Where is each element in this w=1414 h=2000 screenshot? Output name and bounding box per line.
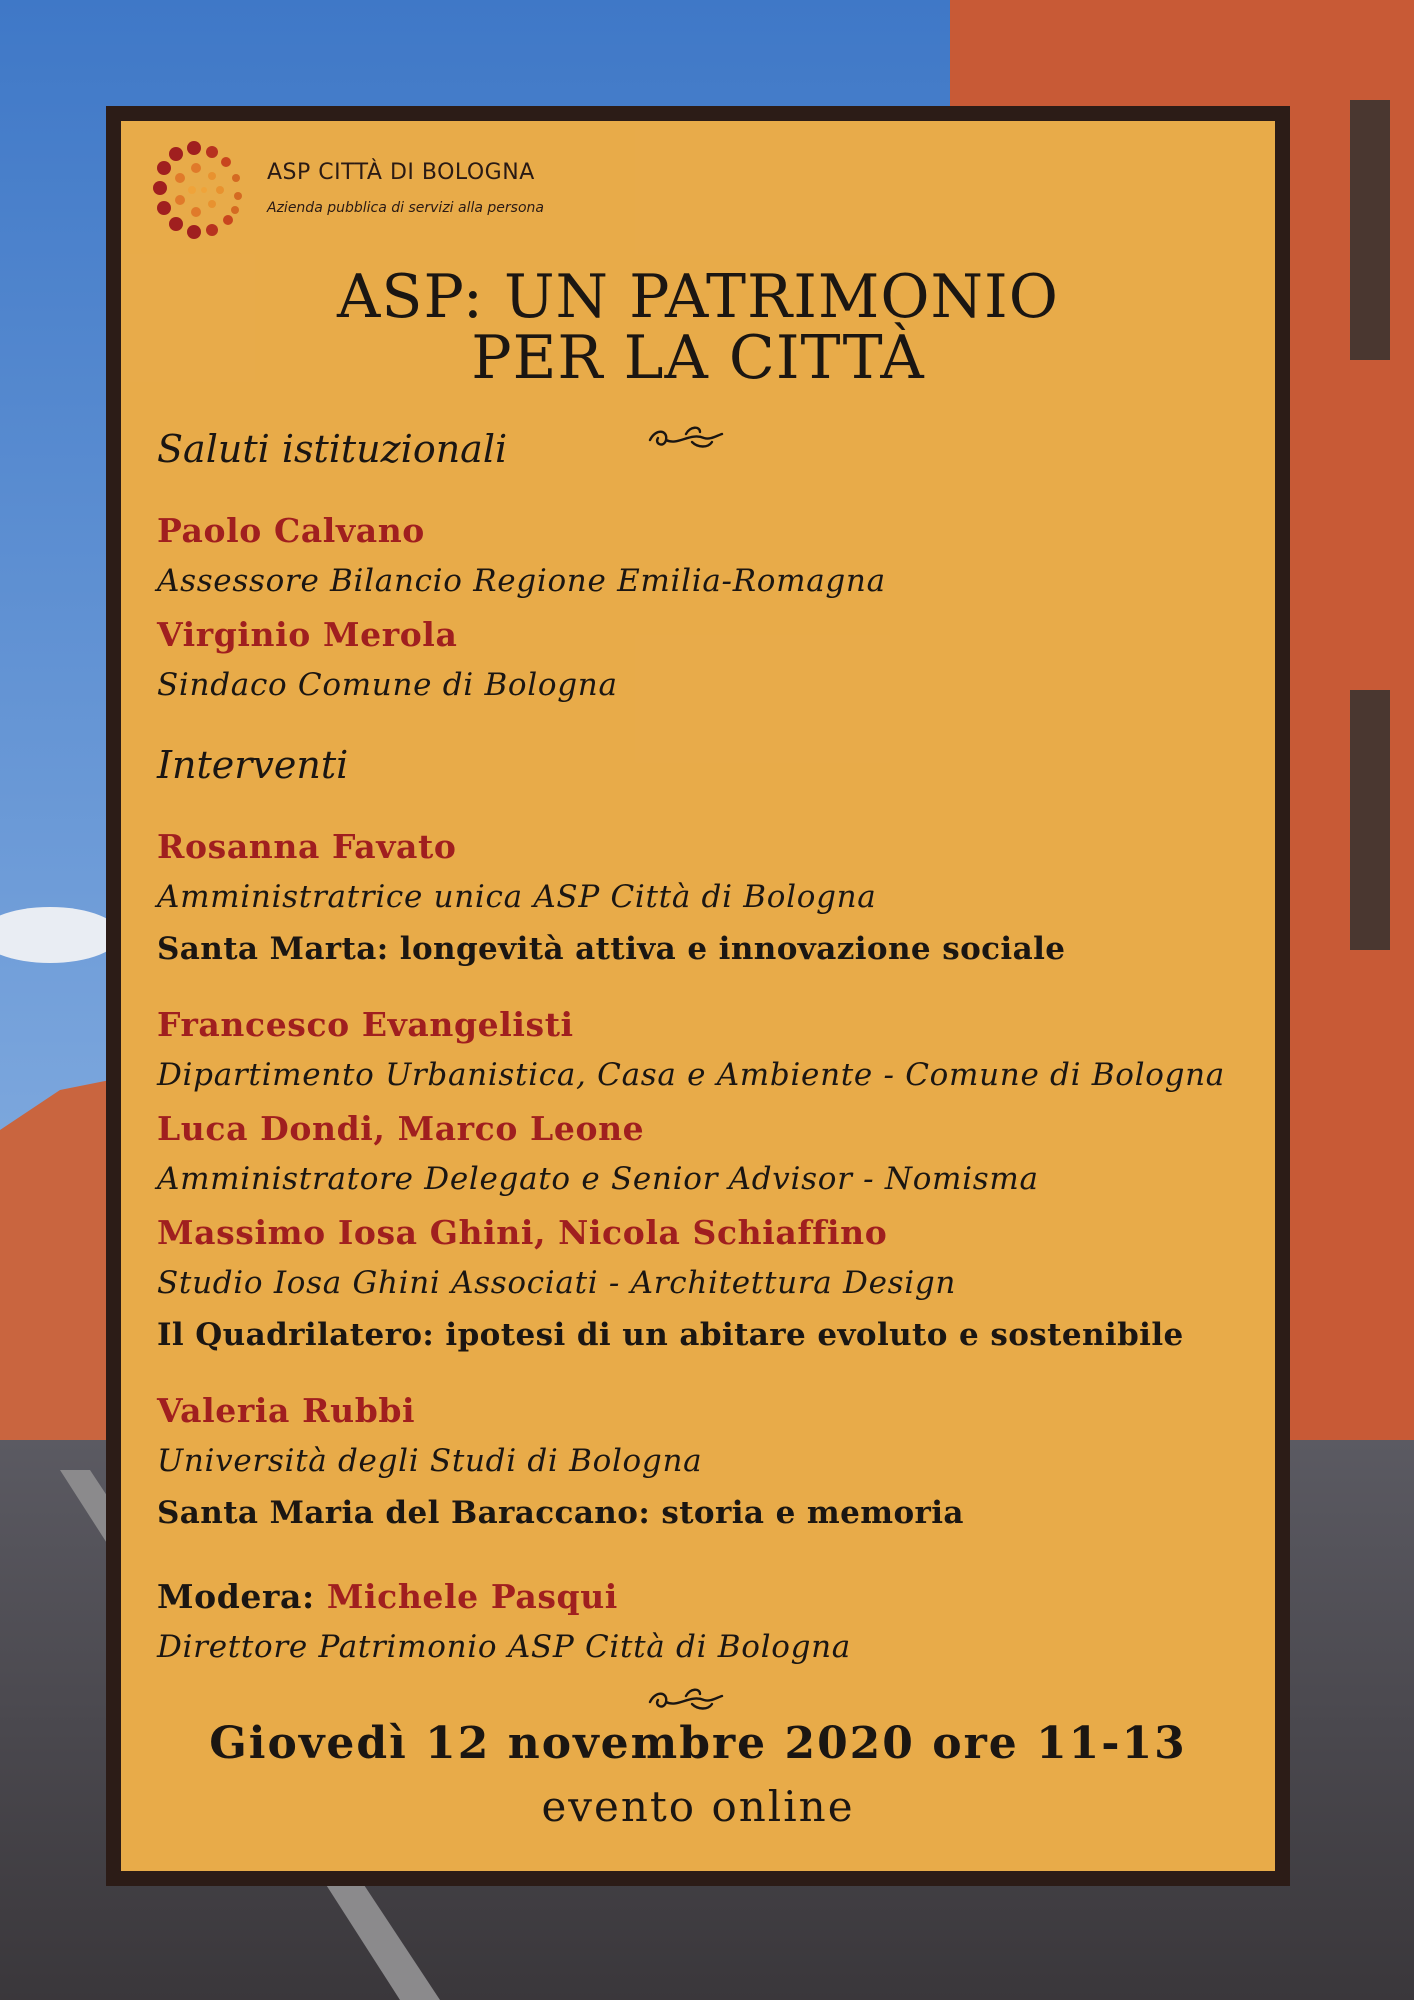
- speaker-name: Paolo Calvano: [157, 511, 425, 550]
- talk-title: Santa Marta: longevità attiva e innovazione sociale: [157, 931, 1066, 967]
- speaker-role: Amministratore Delegato e Senior Advisor - Nomisma: [157, 1161, 1039, 1197]
- moderator-line: [157, 1577, 618, 1616]
- speaker-role: Dipartimento Urbanistica, Casa e Ambiente - Comune di Bologna: [157, 1057, 1225, 1093]
- moderator-name: Michele Pasqui: [326, 1577, 618, 1616]
- logo-name: ASP CITTÀ DI BOLOGNA: [267, 160, 535, 185]
- moderator-label: Modera:: [157, 1577, 315, 1616]
- interventi-heading: Interventi: [157, 743, 349, 787]
- flourish-ornament-icon: [646, 418, 726, 458]
- speaker-role: Assessore Bilancio Regione Emilia-Romagna: [157, 563, 886, 599]
- speaker-role: Sindaco Comune di Bologna: [157, 667, 618, 703]
- speaker-name: Valeria Rubbi: [157, 1391, 416, 1430]
- speaker-role: Università degli Studi di Bologna: [157, 1443, 703, 1479]
- speaker-role: Studio Iosa Ghini Associati - Architettura Design: [157, 1265, 957, 1301]
- sun-logo-icon: [140, 138, 250, 248]
- event-mode: evento online: [541, 1782, 855, 1831]
- moderator-role: Direttore Patrimonio ASP Città di Bologna: [157, 1629, 851, 1665]
- saluti-heading: Saluti istituzionali: [157, 427, 508, 471]
- logo-tagline: Azienda pubblica di servizi alla persona: [267, 200, 544, 216]
- talk-title: Il Quadrilatero: ipotesi di un abitare evoluto e sostenibile: [157, 1317, 1184, 1353]
- talk-title: Santa Maria del Baraccano: storia e memoria: [157, 1495, 964, 1531]
- speaker-name: Francesco Evangelisti: [157, 1005, 574, 1044]
- speaker-role: Amministratrice unica ASP Città di Bologna: [157, 879, 877, 915]
- speaker-name: Massimo Iosa Ghini, Nicola Schiaffino: [157, 1213, 888, 1252]
- flourish-ornament-icon: [646, 1680, 726, 1720]
- speaker-name: Virginio Merola: [157, 615, 458, 654]
- event-date: Giovedì 12 novembre 2020 ore 11-13: [209, 1718, 1187, 1769]
- speaker-name: Luca Dondi, Marco Leone: [157, 1109, 645, 1148]
- page-title-line-1: ASP: UN PATRIMONIO: [337, 262, 1059, 332]
- page-title-line-2: PER LA CITTÀ: [471, 323, 925, 393]
- speaker-name: Rosanna Favato: [157, 827, 457, 866]
